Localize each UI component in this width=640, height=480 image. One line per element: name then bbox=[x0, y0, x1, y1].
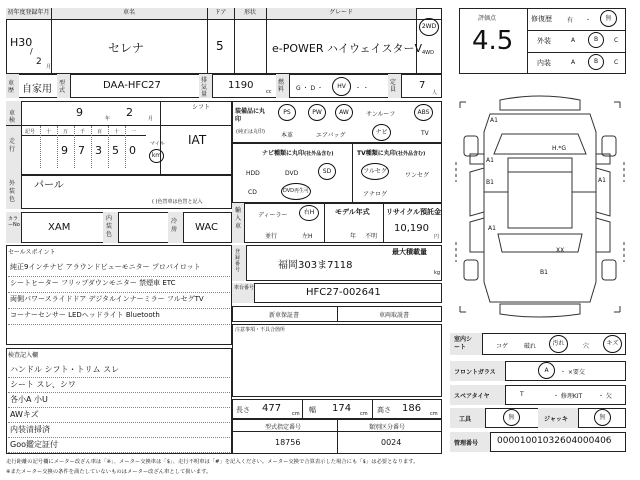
navi-title bbox=[262, 148, 334, 157]
seat-hole: 穴 bbox=[583, 343, 590, 350]
spare-kit: ・ 修理KIT bbox=[553, 393, 583, 400]
mark-5: A1 bbox=[598, 177, 606, 184]
navi-sd-circle: SD bbox=[318, 163, 336, 180]
fuel-hv-circle: HV bbox=[332, 77, 351, 96]
tv-analog: アナログ bbox=[363, 191, 388, 198]
exterior-a: A bbox=[571, 37, 576, 44]
note-line: ハンドル シフト・トリム スレ bbox=[10, 365, 120, 374]
jack-label: ジャッキ bbox=[544, 416, 568, 423]
disp: 1190 bbox=[228, 80, 254, 91]
equip-tv: TV bbox=[421, 130, 429, 137]
disp-unit: cc bbox=[266, 89, 272, 95]
import-label: 輸入車 bbox=[235, 207, 242, 230]
mileage-unit: 一 bbox=[131, 129, 137, 135]
import-parallel: 並行 bbox=[265, 233, 278, 240]
mark-4: B1 bbox=[486, 179, 494, 186]
trim-label: 内装色 bbox=[106, 215, 113, 238]
equip-leather: 本革 bbox=[281, 132, 294, 139]
interior-code: WAC bbox=[195, 222, 218, 233]
reg-month: 2 bbox=[36, 57, 42, 67]
spare-t: T bbox=[520, 391, 524, 398]
tv-title bbox=[357, 148, 425, 157]
inspection-month: 2 bbox=[126, 106, 133, 119]
navi-title-text: ナビ種類に丸印 bbox=[262, 150, 305, 157]
mileage-digit: 9 bbox=[61, 144, 68, 157]
model-year-unit: 年 bbox=[350, 233, 357, 240]
length: 477 bbox=[262, 403, 282, 414]
seat-tear: 破れ bbox=[524, 343, 537, 350]
drive-4wd: 4WD bbox=[422, 50, 434, 56]
tool-label: 工具 bbox=[459, 416, 472, 423]
car-name: セレナ bbox=[108, 41, 145, 55]
recycle-label: リサイクル預託金 bbox=[386, 208, 442, 216]
equip-pw-circle: PW bbox=[308, 104, 326, 121]
row2-table bbox=[6, 74, 442, 98]
mileage-unit: 千 bbox=[80, 129, 86, 135]
class-no: 0024 bbox=[381, 438, 402, 447]
navi-dvd-play-circle: DVD再生可 bbox=[281, 183, 311, 200]
shape-header: 形状 bbox=[234, 8, 266, 19]
load-label: 最大積載量 bbox=[392, 248, 427, 256]
fuel-label: 燃料 bbox=[278, 79, 285, 93]
color-no-label: カラーNo bbox=[8, 216, 20, 228]
type-no: 18756 bbox=[275, 438, 301, 447]
mileage-unit: 十 bbox=[114, 129, 120, 135]
equip-aw-circle: AW bbox=[335, 104, 353, 121]
model-year-label: モデル年式 bbox=[335, 208, 370, 216]
interior-label: 内装 bbox=[537, 59, 551, 67]
equip-sunroof: サンルーフ bbox=[366, 111, 396, 118]
car-name-header: 車名 bbox=[51, 8, 207, 19]
mark-6: A1 bbox=[488, 225, 496, 232]
mileage-sub: 記号 bbox=[25, 129, 36, 135]
car-damage-diagram bbox=[450, 92, 630, 322]
mgmt-number: 00001001032604000406 bbox=[497, 436, 612, 446]
navi-sub: (社外品含む) bbox=[304, 151, 334, 157]
reg-slash: / bbox=[30, 47, 33, 56]
color-no: XAM bbox=[48, 222, 71, 233]
footer-line-2: ※またメーター交換の条件を満たしていないものはメーター改ざん車として扱います。 bbox=[6, 469, 212, 475]
registration-value: 福岡303ま7118 bbox=[278, 260, 353, 271]
doors: 5 bbox=[216, 39, 224, 53]
repair-label: 修復歴 bbox=[531, 15, 552, 23]
reg-month-unit: 月 bbox=[46, 64, 52, 70]
registration-label: 登録番号 bbox=[235, 249, 241, 273]
disp-label: 排気量 bbox=[201, 77, 208, 98]
sales-points-label: セールスポイント bbox=[8, 249, 56, 256]
cap-label: 定員 bbox=[390, 79, 397, 93]
notes-label: 注意事項・不具合箇所 bbox=[235, 327, 286, 333]
mark-8: B1 bbox=[540, 269, 548, 276]
use-label: 車歴 bbox=[8, 80, 15, 94]
score-label: 評価点 bbox=[478, 15, 497, 22]
mgmt-label: 管理番号 bbox=[454, 440, 479, 447]
import-left-h: 左H bbox=[302, 233, 313, 240]
mileage-unit: 十 bbox=[46, 129, 52, 135]
inspection-year-unit: 年 bbox=[105, 116, 111, 122]
navi-cd: CD bbox=[248, 189, 257, 196]
note-line: Goo鑑定証付 bbox=[10, 440, 58, 449]
notes-box bbox=[232, 324, 442, 397]
height-unit: cm bbox=[430, 411, 438, 417]
model-label: 型式 bbox=[59, 80, 66, 94]
doors-header: ドア bbox=[207, 8, 234, 19]
glass-a-circle: A bbox=[538, 362, 555, 379]
color-label: 外装色 bbox=[9, 180, 16, 203]
width-unit: cm bbox=[360, 411, 368, 417]
recycle-value: 10,190 bbox=[394, 223, 429, 234]
warranty: 新車保証書 bbox=[269, 312, 300, 319]
cap-unit: 人 bbox=[432, 90, 438, 96]
note-line: 両側パワースライドドア デジタルインナーミラー フルセグTV bbox=[10, 295, 204, 303]
tool-value-circle: 無 bbox=[503, 409, 520, 426]
length-label: 長さ bbox=[236, 406, 250, 414]
glass-rest: ・ ×要交 bbox=[560, 369, 585, 376]
inspection-month-unit: 月 bbox=[148, 116, 154, 122]
seat-label: 室内シート bbox=[454, 336, 473, 351]
mileage-digit: 5 bbox=[112, 144, 119, 157]
seat-stain-circle: 汚れ bbox=[549, 335, 568, 353]
fuel-rest: ・ ・ bbox=[355, 85, 369, 92]
equip-airbag: エアバッグ bbox=[316, 132, 346, 139]
mark-3: A1 bbox=[486, 157, 494, 164]
note-line: シートヒーター フリップダウンモニター 禁煙車 ETC bbox=[10, 279, 176, 287]
length-unit: cm bbox=[292, 411, 300, 417]
color-value: パール bbox=[34, 180, 64, 191]
import-dealer: ディーラー bbox=[258, 212, 288, 219]
equipment-label: 装備品に丸印 bbox=[235, 108, 266, 123]
interior-code-label: 冷房 bbox=[171, 218, 178, 233]
mileage-label: 走行 bbox=[9, 138, 16, 153]
reg-date-header: 初年度登録年月 bbox=[6, 8, 51, 19]
reg-era: H30 bbox=[10, 36, 33, 49]
load-unit: kg bbox=[434, 270, 441, 276]
shift: IAT bbox=[188, 133, 207, 147]
interior-a: A bbox=[571, 59, 576, 66]
vin-label: 車台番号 bbox=[234, 285, 255, 291]
inspector-label: 検査記入欄 bbox=[8, 352, 39, 359]
note-line: 純正9インチナビ アラウンドビューモニター プロパイロット bbox=[10, 263, 201, 271]
inspection-label: 車検 bbox=[9, 110, 16, 124]
inspection-year: 9 bbox=[76, 106, 83, 119]
repair-dash: ・ bbox=[585, 17, 592, 24]
exterior-label: 外装 bbox=[537, 37, 551, 45]
exterior-b-circle: B bbox=[588, 32, 604, 48]
mile-label: マイル bbox=[150, 141, 165, 147]
exterior-c: C bbox=[614, 37, 619, 44]
seat-scratch-circle: キズ bbox=[603, 335, 622, 353]
equip-ps-circle: PS bbox=[278, 104, 296, 121]
mileage-unit: 百 bbox=[97, 129, 103, 135]
mileage-unit: 万 bbox=[63, 129, 69, 135]
interior-b-circle: B bbox=[588, 54, 604, 70]
seat-koge: コゲ bbox=[496, 343, 509, 350]
interior-c: C bbox=[614, 59, 619, 66]
height-label: 高さ bbox=[377, 406, 391, 414]
import-right-h-circle: 右H bbox=[299, 205, 319, 221]
note-line: コーナーセンサー LEDヘッドライト Bluetooth bbox=[10, 311, 160, 319]
score-value: 4.5 bbox=[472, 26, 514, 56]
fuel-options: G ・ D ・ bbox=[296, 85, 323, 92]
vin: HFC27-002641 bbox=[306, 287, 381, 298]
mark-7: XX bbox=[556, 247, 565, 254]
model-year-value: 不明 bbox=[365, 233, 378, 240]
tv-fullseg-circle: フルセグ bbox=[361, 163, 389, 180]
mark-2: H.*G bbox=[552, 145, 566, 152]
mark-1: A1 bbox=[490, 117, 498, 124]
recycle-unit: 円 bbox=[434, 234, 440, 240]
spare-missing: ・ 欠 bbox=[598, 393, 612, 400]
width-label: 幅 bbox=[309, 406, 316, 414]
manual: 車両取説書 bbox=[379, 312, 410, 319]
equip-navi-circle: ナビ bbox=[372, 124, 391, 141]
repair-no-circle: 無 bbox=[600, 10, 617, 27]
shift-label: シフト bbox=[192, 104, 211, 111]
note-line: AWキズ bbox=[10, 410, 39, 419]
cap: 7 bbox=[419, 80, 426, 91]
navi-hdd: HDD bbox=[246, 170, 260, 177]
color-note: ( )色替車は色替と記入 bbox=[152, 199, 203, 205]
mileage-digit: 0 bbox=[129, 144, 136, 157]
spare-label: スペアタイヤ bbox=[454, 393, 490, 400]
height: 186 bbox=[402, 403, 422, 414]
repair-yes: 有 bbox=[567, 17, 574, 24]
mileage-digit: 7 bbox=[78, 144, 85, 157]
equip-abs-circle: ABS bbox=[414, 104, 433, 121]
type-no-label: 型式指定番号 bbox=[265, 424, 302, 431]
note-line: 各小A 小U bbox=[10, 395, 48, 404]
class-no-label: 類別区分番号 bbox=[369, 424, 406, 431]
tv-title-text: TV種類に丸印 bbox=[357, 150, 396, 157]
jack-value-circle: 無 bbox=[594, 409, 611, 426]
grade: e-POWER ハイウェイスターV bbox=[272, 42, 422, 55]
note-line: 内装清掃済 bbox=[10, 425, 50, 434]
model: DAA-HFC27 bbox=[103, 80, 161, 91]
note-line: シート スレ、シワ bbox=[10, 380, 76, 389]
width: 174 bbox=[332, 403, 352, 414]
navi-dvd: DVD bbox=[285, 170, 299, 177]
km-circle: km bbox=[149, 149, 164, 163]
drive-2wd-circle: 2WD bbox=[419, 18, 439, 36]
glass-label: フロントガラス bbox=[454, 369, 496, 376]
equipment-sub: (純正は丸印) bbox=[236, 129, 265, 135]
tv-sub: (社外品含む) bbox=[395, 151, 426, 157]
use: 自家用 bbox=[22, 84, 52, 95]
grade-header: グレード bbox=[266, 8, 416, 19]
footer-line-1: 走行距離の記号欄にメーター改ざん車は「※」、メーター交換車は「$」、走行不明車は「#」を記入ください。メーター交換で合算表示した場合にも「$」は必要となります。 bbox=[6, 459, 419, 465]
mileage-digit: 3 bbox=[95, 144, 102, 157]
tv-oneseg: ワンセグ bbox=[405, 172, 430, 179]
